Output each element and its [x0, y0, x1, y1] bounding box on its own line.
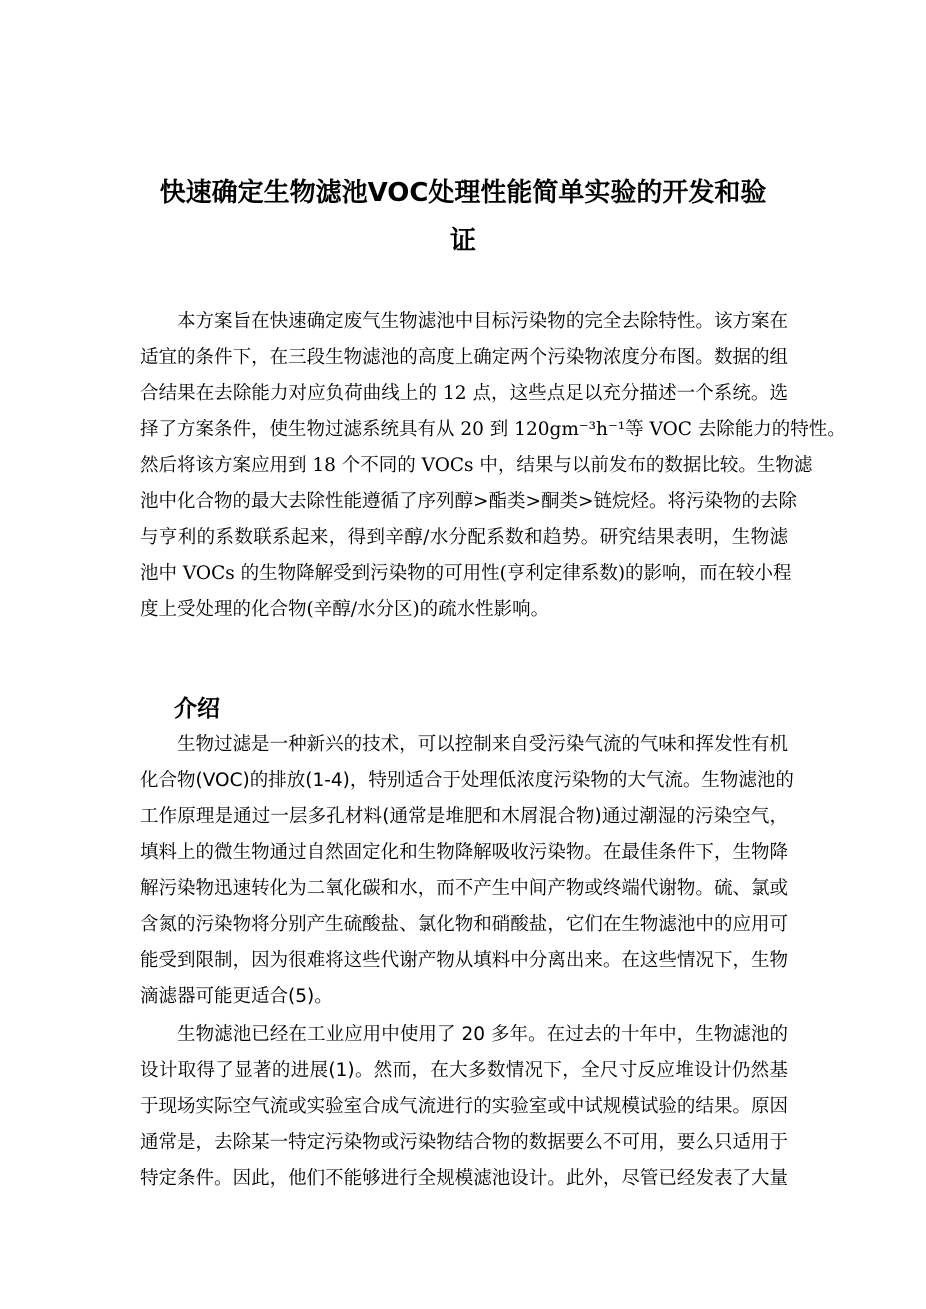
section-heading-introduction: 介绍 — [174, 696, 220, 722]
text-line: 然后将该方案应用到 18 个不同的 VOCs 中，结果与以前发布的数据比较。生物滤 — [140, 455, 813, 476]
text-line: 池中化合物的最大去除性能遵循了序列醇>酯类>酮类>链烷烃。将污染物的去除 — [140, 491, 798, 512]
text-line: 适宜的条件下，在三段生物滤池的高度上确定两个污染物浓度分布图。数据的组 — [140, 347, 788, 368]
text-line: 滴滤器可能更适合(5)。 — [140, 986, 333, 1007]
text-line: 本方案旨在快速确定废气生物滤池中目标污染物的完全去除特性。该方案在 — [177, 311, 788, 332]
text-line: 设计取得了显著的进展(1)。然而，在大多数情况下，全尺寸反应堆设计仍然基 — [140, 1060, 788, 1081]
introduction-paragraph-2 — [140, 1017, 788, 1197]
text-line: 解污染物迅速转化为二氧化碳和水，而不产生中间产物或终端代谢物。硫、氯或 — [140, 878, 788, 899]
text-line: 特定条件。因此，他们不能够进行全规模滤池设计。此外，尽管已经发表了大量 — [140, 1168, 788, 1189]
text-line: 能受到限制，因为很难将这些代谢产物从填料中分离出来。在这些情况下，生物 — [140, 950, 788, 971]
document-title-line-1: 快速确定生物滤池VOC处理性能简单实验的开发和验 — [159, 178, 767, 208]
text-line: 含氮的污染物将分别产生硫酸盐、氯化物和硝酸盐，它们在生物滤池中的应用可 — [140, 914, 788, 935]
text-line: 生物过滤是一种新兴的技术，可以控制来自受污染气流的气味和挥发性有机 — [177, 734, 788, 755]
introduction-paragraph-1 — [140, 727, 794, 1015]
abstract — [140, 304, 846, 628]
text-line: 度上受处理的化合物(辛醇/水分区)的疏水性影响。 — [140, 599, 550, 620]
text-line: 于现场实际空气流或实验室合成气流进行的实验室或中试规模试验的结果。原因 — [140, 1096, 788, 1117]
text-line: 填料上的微生物通过自然固定化和生物降解吸收污染物。在最佳条件下，生物降 — [140, 842, 788, 863]
text-line: 工作原理是通过一层多孔材料(通常是堆肥和木屑混合物)通过潮湿的污染空气， — [140, 806, 788, 827]
text-line: 生物滤池已经在工业应用中使用了 20 多年。在过去的十年中，生物滤池的 — [177, 1024, 788, 1045]
text-line: 择了方案条件，使生物过滤系统具有从 20 到 120gm⁻³h⁻¹等 VOC 去除能力的特性。 — [140, 419, 846, 440]
text-line: 化合物(VOC)的排放(1-4)，特别适合于处理低浓度污染物的大气流。生物滤池的 — [140, 770, 794, 791]
text-line: 池中 VOCs 的生物降解受到污染物的可用性(亨利定律系数)的影响，而在较小程 — [140, 563, 792, 584]
document-title-line-2: 证 — [449, 226, 476, 256]
text-line: 与亨利的系数联系起来，得到辛醇/水分配系数和趋势。研究结果表明，生物滤 — [140, 527, 788, 548]
text-line: 通常是，去除某一特定污染物或污染物结合物的数据要么不可用，要么只适用于 — [140, 1132, 788, 1153]
text-line: 合结果在去除能力对应负荷曲线上的 12 点，这些点足以充分描述一个系统。选 — [140, 383, 788, 404]
